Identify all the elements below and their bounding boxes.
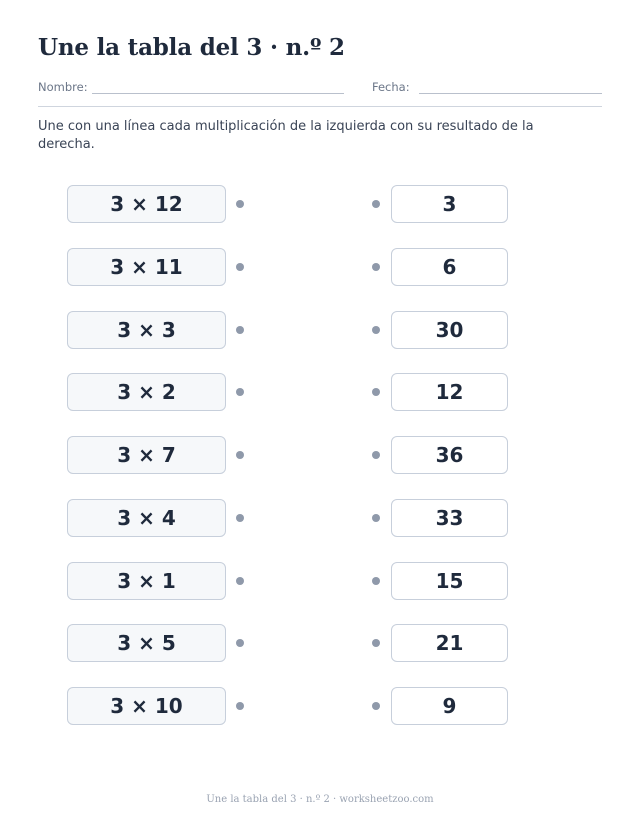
match-row bbox=[0, 185, 640, 227]
multiplication-box: 3 × 1 bbox=[67, 562, 226, 600]
result-box: 3 bbox=[391, 185, 508, 223]
result-box: 36 bbox=[391, 436, 508, 474]
right-connector-dot[interactable] bbox=[372, 702, 380, 710]
student-info-row bbox=[38, 80, 602, 96]
result-box: 9 bbox=[391, 687, 508, 725]
left-connector-dot[interactable] bbox=[236, 514, 244, 522]
right-connector-dot[interactable] bbox=[372, 451, 380, 459]
right-connector-dot[interactable] bbox=[372, 263, 380, 271]
name-label: Nombre: bbox=[38, 80, 88, 94]
match-row bbox=[0, 373, 640, 415]
left-connector-dot[interactable] bbox=[236, 577, 244, 585]
result-box: 21 bbox=[391, 624, 508, 662]
right-connector-dot[interactable] bbox=[372, 514, 380, 522]
match-row bbox=[0, 499, 640, 541]
right-connector-dot[interactable] bbox=[372, 326, 380, 334]
right-connector-dot[interactable] bbox=[372, 577, 380, 585]
match-row bbox=[0, 248, 640, 290]
left-connector-dot[interactable] bbox=[236, 263, 244, 271]
date-line[interactable] bbox=[419, 93, 602, 94]
left-connector-dot[interactable] bbox=[236, 702, 244, 710]
result-box: 12 bbox=[391, 373, 508, 411]
multiplication-box: 3 × 2 bbox=[67, 373, 226, 411]
match-row bbox=[0, 687, 640, 729]
instructions: Une con una línea cada multiplicación de la izquierda con su resultado de la derecha. bbox=[38, 119, 534, 152]
multiplication-box: 3 × 11 bbox=[67, 248, 226, 286]
date-label: Fecha: bbox=[372, 80, 410, 94]
multiplication-box: 3 × 10 bbox=[67, 687, 226, 725]
multiplication-box: 3 × 3 bbox=[67, 311, 226, 349]
left-connector-dot[interactable] bbox=[236, 326, 244, 334]
multiplication-box: 3 × 4 bbox=[67, 499, 226, 537]
result-box: 15 bbox=[391, 562, 508, 600]
left-connector-dot[interactable] bbox=[236, 388, 244, 396]
right-connector-dot[interactable] bbox=[372, 388, 380, 396]
match-row bbox=[0, 562, 640, 604]
left-connector-dot[interactable] bbox=[236, 200, 244, 208]
header-divider bbox=[38, 106, 602, 107]
result-box: 33 bbox=[391, 499, 508, 537]
multiplication-box: 3 × 5 bbox=[67, 624, 226, 662]
right-connector-dot[interactable] bbox=[372, 639, 380, 647]
worksheet-title: Une la tabla del 3 · n.º 2 bbox=[38, 34, 345, 61]
left-connector-dot[interactable] bbox=[236, 451, 244, 459]
name-line[interactable] bbox=[92, 93, 344, 94]
footer: Une la tabla del 3 · n.º 2 · worksheetzoo.com bbox=[206, 794, 434, 805]
left-connector-dot[interactable] bbox=[236, 639, 244, 647]
multiplication-box: 3 × 12 bbox=[67, 185, 226, 223]
result-box: 30 bbox=[391, 311, 508, 349]
match-row bbox=[0, 311, 640, 353]
right-connector-dot[interactable] bbox=[372, 200, 380, 208]
multiplication-box: 3 × 7 bbox=[67, 436, 226, 474]
match-row bbox=[0, 624, 640, 666]
match-row bbox=[0, 436, 640, 478]
result-box: 6 bbox=[391, 248, 508, 286]
